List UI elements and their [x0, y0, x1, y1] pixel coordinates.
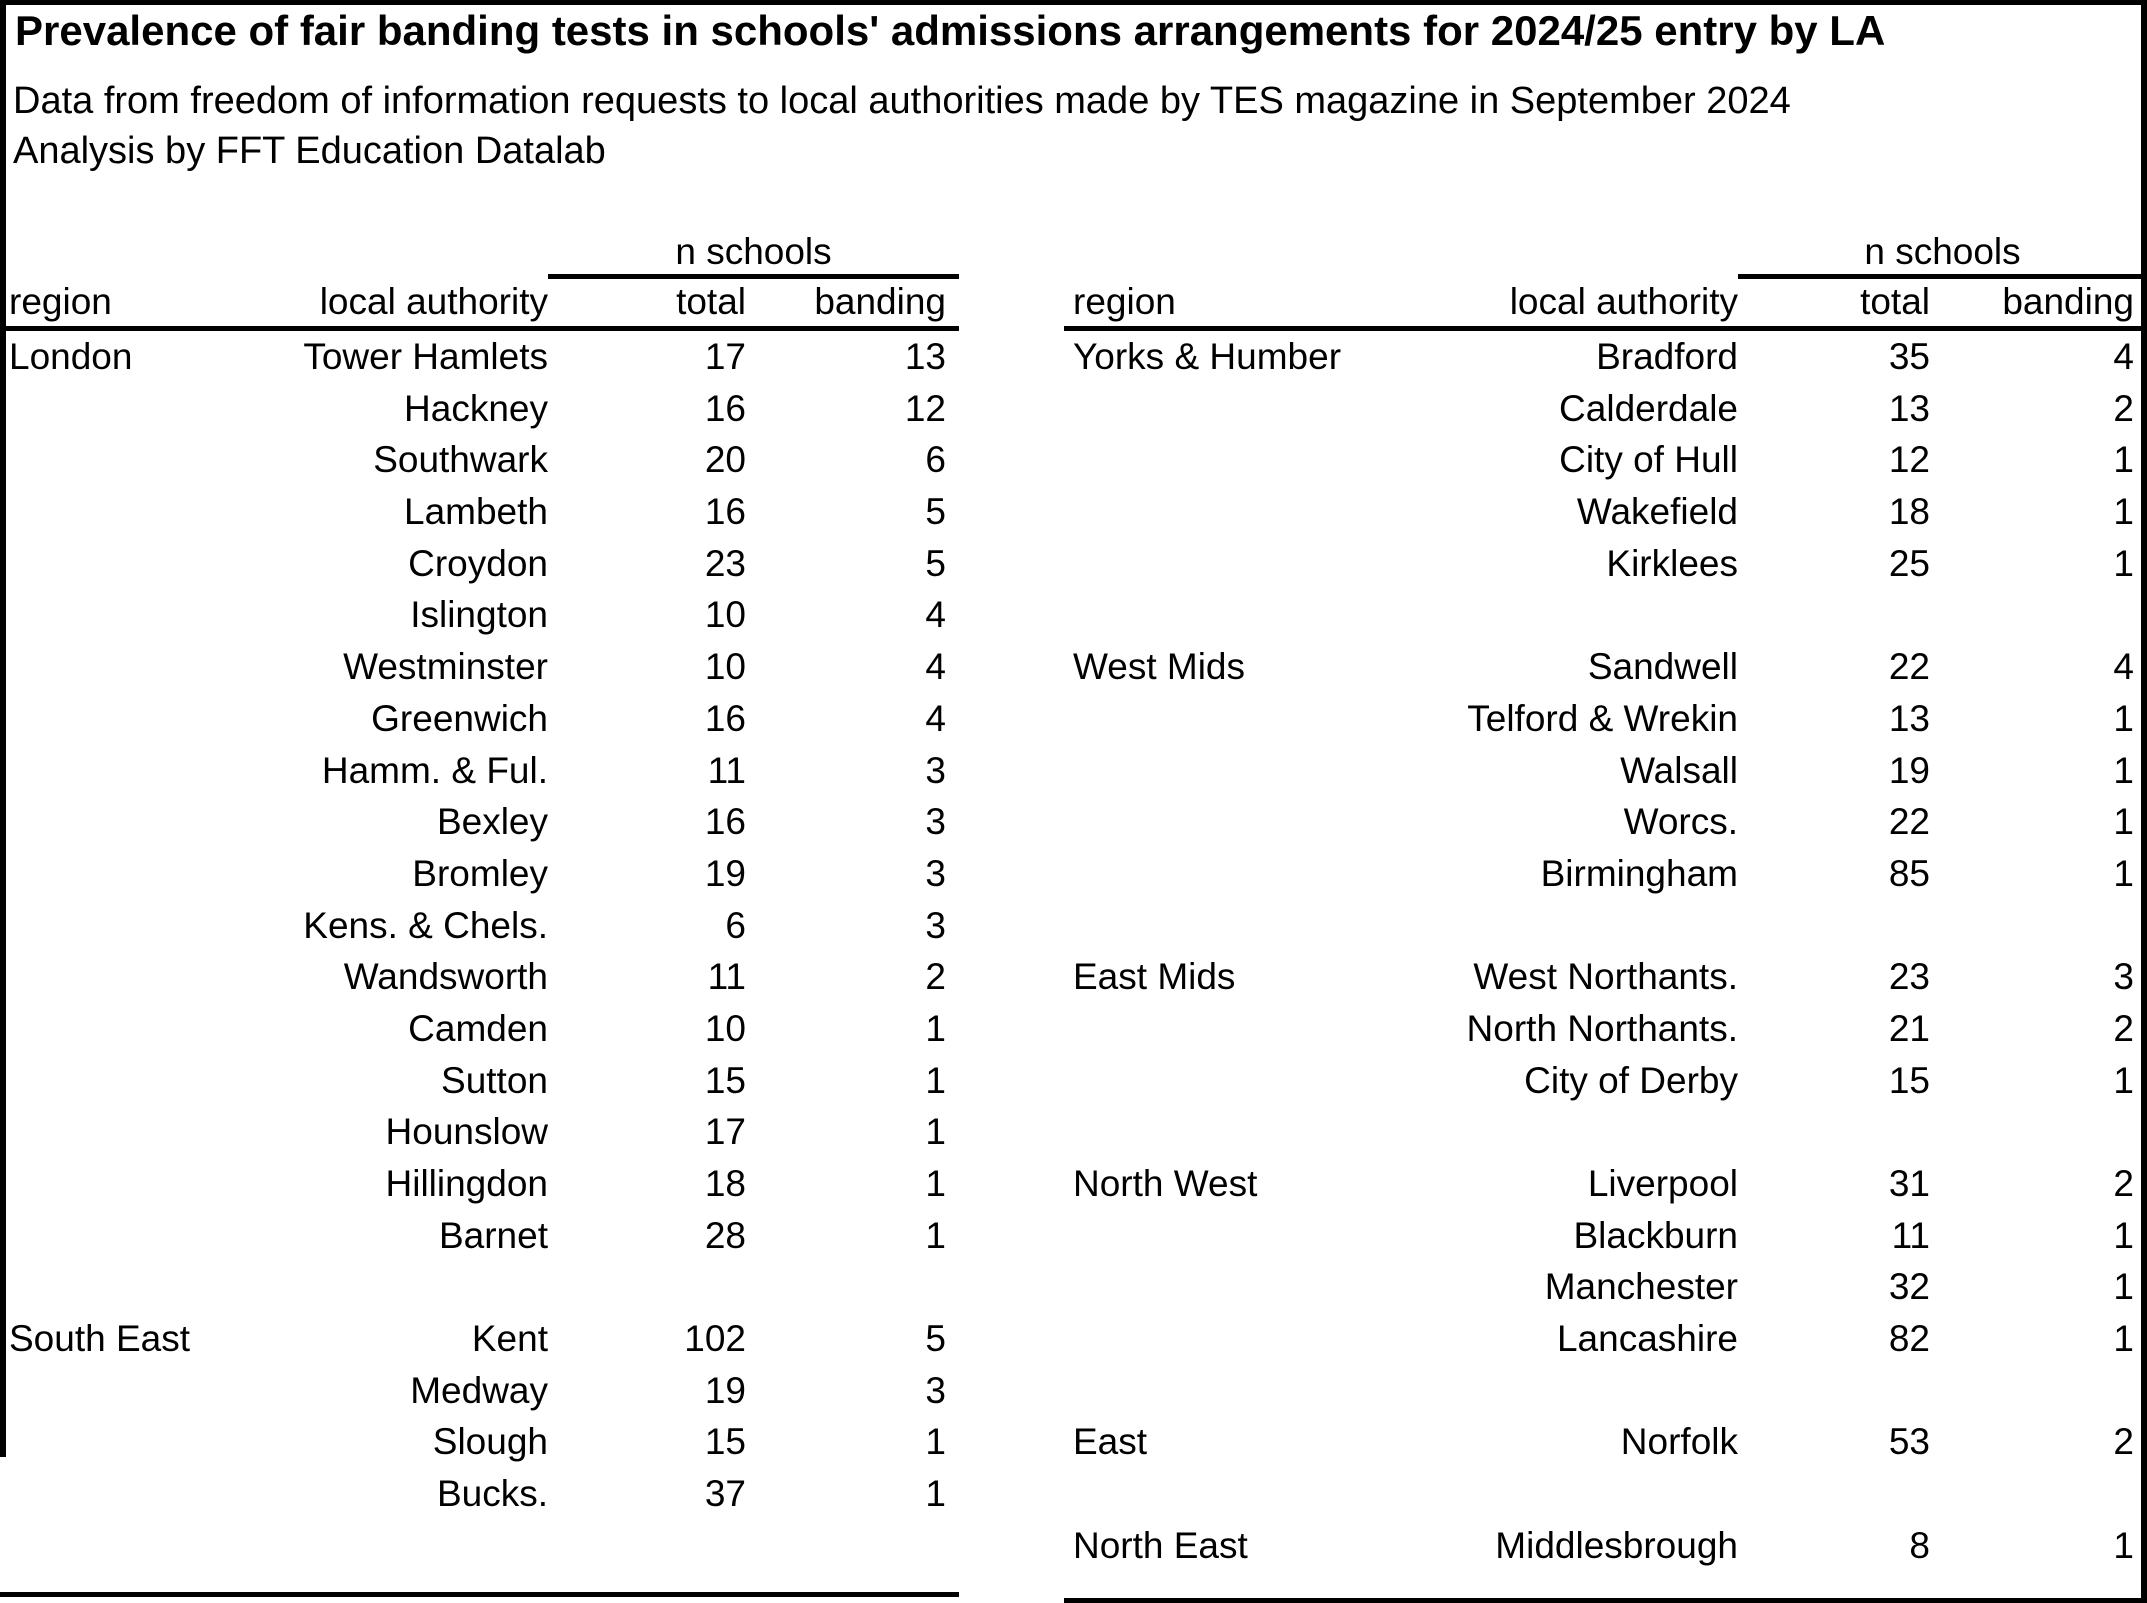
- table-right: [1064, 228, 2147, 1603]
- cell-total: 21: [1888, 1007, 1930, 1049]
- cell-banding: 1: [925, 1473, 946, 1515]
- cell-total: 25: [1888, 542, 1930, 584]
- cell-banding: [753, 1261, 959, 1313]
- cell-total: 13: [1888, 697, 1930, 739]
- cell-local-authority: Birmingham: [1540, 852, 1738, 894]
- cell-region: [1064, 1365, 1390, 1417]
- table-row: [1064, 589, 2147, 641]
- cell-region: [0, 1468, 225, 1520]
- cell-region: North West: [1073, 1163, 1258, 1204]
- cell-region: [0, 434, 225, 486]
- col-header-total: total: [1860, 281, 1930, 322]
- table-row: [1064, 1106, 2147, 1158]
- table-row: [1064, 331, 2147, 383]
- cell-region: West Mids: [1073, 646, 1246, 688]
- cell-banding: 3: [925, 852, 946, 894]
- cell-total: 8: [1909, 1524, 1930, 1566]
- col-header-banding: banding: [814, 281, 946, 322]
- cell-total: 53: [1888, 1421, 1930, 1463]
- cell-region: [1064, 900, 1390, 952]
- cell-total: 85: [1888, 852, 1930, 894]
- cell-region: East: [1073, 1421, 1148, 1463]
- cell-local-authority: [1390, 1468, 1738, 1520]
- cell-total: 10: [704, 646, 746, 688]
- cell-banding: 2: [2113, 1163, 2134, 1204]
- cell-total: 16: [704, 697, 746, 739]
- cell-local-authority: Sandwell: [1587, 646, 1738, 688]
- cell-banding: 1: [2113, 1266, 2134, 1308]
- cell-region: [0, 1003, 225, 1055]
- cell-region: [1064, 434, 1390, 486]
- cell-banding: [1937, 1468, 2147, 1520]
- cell-local-authority: Bradford: [1596, 336, 1738, 377]
- cell-banding: 3: [925, 1369, 946, 1411]
- cell-region: [1064, 1055, 1390, 1107]
- cell-local-authority: Kirklees: [1606, 542, 1738, 584]
- table-row: [1064, 1210, 2147, 1262]
- cell-banding: 5: [925, 1318, 946, 1360]
- cell-region: [0, 1365, 225, 1417]
- cell-banding: 3: [925, 801, 946, 843]
- table-left: [0, 228, 959, 1597]
- cell-banding: [1937, 1365, 2147, 1417]
- table-row: [1064, 848, 2147, 900]
- cell-region: [0, 1210, 225, 1262]
- cell-total: 32: [1888, 1266, 1930, 1308]
- cell-total: 16: [704, 801, 746, 843]
- table-row: [0, 951, 959, 1003]
- cell-region: [0, 1106, 225, 1158]
- cell-region: [0, 1055, 225, 1107]
- cell-local-authority: Barnet: [438, 1214, 548, 1256]
- cell-total: 19: [704, 1369, 746, 1411]
- cell-total: 11: [707, 749, 746, 791]
- cell-total: 10: [704, 1007, 746, 1049]
- cell-local-authority: [1390, 589, 1738, 641]
- cell-local-authority: City of Hull: [1559, 439, 1738, 481]
- cell-region: [1064, 538, 1390, 590]
- cell-banding: 1: [2113, 749, 2134, 791]
- table-row: [1064, 1313, 2147, 1365]
- table-row: [1064, 745, 2147, 797]
- cell-local-authority: Wandsworth: [343, 956, 548, 998]
- cell-banding: 3: [925, 749, 946, 791]
- table-row: [1064, 951, 2147, 1003]
- cell-banding: 3: [925, 904, 946, 946]
- cell-total: [1738, 1106, 1937, 1158]
- cell-local-authority: Lancashire: [1556, 1318, 1738, 1360]
- cell-region: [0, 693, 225, 745]
- cell-local-authority: Telford & Wrekin: [1467, 697, 1738, 739]
- cell-total: 18: [704, 1163, 746, 1204]
- cell-total: 18: [1888, 491, 1930, 533]
- cell-region: North East: [1073, 1524, 1248, 1566]
- cell-banding: 3: [2113, 956, 2134, 998]
- cell-total: 15: [704, 1421, 746, 1463]
- cell-local-authority: Norfolk: [1620, 1421, 1738, 1463]
- cell-banding: 4: [925, 697, 946, 739]
- cell-local-authority: Wakefield: [1576, 491, 1738, 533]
- table-body-left: [0, 331, 959, 1520]
- table-row: [1064, 434, 2147, 486]
- cell-local-authority: North Northants.: [1466, 1007, 1738, 1049]
- cell-total: 31: [1888, 1163, 1930, 1204]
- cell-local-authority: Walsall: [1620, 749, 1738, 791]
- cell-banding: 1: [2113, 697, 2134, 739]
- cell-local-authority: [1390, 1365, 1738, 1417]
- table-row: [0, 900, 959, 952]
- cell-region: [0, 1416, 225, 1468]
- cell-banding: 1: [2113, 1214, 2134, 1256]
- cell-local-authority: Hamm. & Ful.: [321, 749, 548, 791]
- table-row: [1064, 796, 2147, 848]
- cell-region: [1064, 1210, 1390, 1262]
- header-row-left: [0, 279, 959, 331]
- cell-banding: [1937, 1106, 2147, 1158]
- table-row: [0, 796, 959, 848]
- cell-banding: 6: [925, 439, 946, 481]
- cell-total: 6: [725, 904, 746, 946]
- cell-total: 10: [704, 594, 746, 636]
- cell-region: [1064, 796, 1390, 848]
- cell-region: [1064, 1313, 1390, 1365]
- cell-region: [1064, 383, 1390, 435]
- cell-total: 15: [704, 1059, 746, 1101]
- cell-banding: 1: [925, 1059, 946, 1101]
- cell-local-authority: Camden: [408, 1007, 548, 1049]
- cell-region: [1064, 1003, 1390, 1055]
- cell-local-authority: Lambeth: [404, 491, 548, 533]
- col-header-banding: banding: [2002, 281, 2134, 322]
- cell-region: [0, 641, 225, 693]
- cell-local-authority: Slough: [432, 1421, 548, 1463]
- table-row: [0, 641, 959, 693]
- cell-total: 23: [704, 542, 746, 584]
- n-schools-label: n schools: [675, 231, 832, 272]
- cell-local-authority: Greenwich: [371, 697, 548, 739]
- table-row: [0, 693, 959, 745]
- cell-local-authority: [1390, 1106, 1738, 1158]
- table-row: [1064, 486, 2147, 538]
- cell-total: 12: [1888, 439, 1930, 481]
- cell-region: Yorks & Humber: [1073, 336, 1342, 377]
- col-header-region: region: [9, 281, 112, 322]
- col-header-region: region: [1073, 281, 1176, 322]
- cell-region: [1064, 693, 1390, 745]
- table-row: [1064, 693, 2147, 745]
- cell-banding: 4: [2113, 646, 2134, 688]
- cell-region: [0, 1158, 225, 1210]
- table-row: [1064, 1158, 2147, 1210]
- cell-total: 35: [1888, 336, 1930, 377]
- column-group-row-left: [0, 228, 959, 279]
- table-row: [0, 1365, 959, 1417]
- column-group-row-right: [1064, 228, 2147, 279]
- cell-region: [1064, 589, 1390, 641]
- table-row: [0, 1416, 959, 1468]
- cell-banding: 1: [925, 1163, 946, 1204]
- cell-local-authority: Calderdale: [1559, 387, 1738, 429]
- cell-banding: 1: [925, 1111, 946, 1153]
- table-row: [1064, 1055, 2147, 1107]
- table-row: [0, 589, 959, 641]
- cell-total: 28: [704, 1214, 746, 1256]
- cell-total: [1738, 900, 1937, 952]
- cell-total: [1738, 1468, 1937, 1520]
- cell-banding: [1937, 589, 2147, 641]
- cell-region: [1064, 1468, 1390, 1520]
- cell-total: [1738, 1365, 1937, 1417]
- cell-total: 19: [1888, 749, 1930, 791]
- cell-total: [548, 1261, 753, 1313]
- cell-local-authority: Southwark: [373, 439, 548, 481]
- cell-region: [0, 848, 225, 900]
- table-row: [1064, 538, 2147, 590]
- cell-banding: 4: [925, 646, 946, 688]
- cell-total: 17: [704, 1111, 746, 1153]
- cell-banding: 1: [2113, 1059, 2134, 1101]
- cell-local-authority: Bromley: [412, 852, 548, 894]
- table-row: [0, 1210, 959, 1262]
- cell-local-authority: Worcs.: [1623, 801, 1738, 843]
- table-row: [0, 331, 959, 383]
- cell-banding: 1: [2113, 542, 2134, 584]
- cell-local-authority: Westminster: [343, 646, 548, 688]
- cell-local-authority: Kent: [471, 1318, 548, 1360]
- table-row: [0, 486, 959, 538]
- n-schools-label: n schools: [1864, 231, 2021, 272]
- table-row: [1064, 1468, 2147, 1520]
- cell-banding: 2: [2113, 1421, 2134, 1463]
- cell-local-authority: Liverpool: [1587, 1163, 1738, 1204]
- cell-total: 15: [1888, 1059, 1930, 1101]
- cell-local-authority: Islington: [410, 594, 548, 636]
- cell-total: 23: [1888, 956, 1930, 998]
- table-row: [0, 1261, 959, 1313]
- cell-banding: 4: [925, 594, 946, 636]
- cell-local-authority: Tower Hamlets: [303, 336, 548, 377]
- table-row: [0, 1106, 959, 1158]
- cell-local-authority: Bexley: [436, 801, 548, 843]
- cell-total: 13: [1888, 387, 1930, 429]
- cell-local-authority: [225, 1261, 548, 1313]
- cell-region: [1064, 1106, 1390, 1158]
- table-row: [1064, 383, 2147, 435]
- table-row: [1064, 1416, 2147, 1468]
- chart-credit: Analysis by FFT Education Datalab: [13, 130, 606, 172]
- table-row: [1064, 1261, 2147, 1313]
- cell-banding: 12: [904, 387, 946, 429]
- cell-total: [1738, 589, 1937, 641]
- cell-total: 37: [704, 1473, 746, 1515]
- cell-local-authority: Manchester: [1544, 1266, 1738, 1308]
- table-row: [1064, 900, 2147, 952]
- cell-region: [1064, 745, 1390, 797]
- cell-region: [1064, 486, 1390, 538]
- cell-banding: 5: [925, 542, 946, 584]
- cell-banding: 1: [2113, 801, 2134, 843]
- cell-banding: 1: [2113, 491, 2134, 533]
- cell-region: South East: [9, 1318, 191, 1360]
- table-row: [0, 745, 959, 797]
- cell-local-authority: Hounslow: [385, 1111, 548, 1153]
- cell-local-authority: Hackney: [404, 387, 548, 429]
- table-row: [0, 1468, 959, 1520]
- table-row: [0, 538, 959, 590]
- cell-region: [0, 486, 225, 538]
- chart-subtitle: Data from freedom of information requests to local authorities made by TES magazine in September 2024: [13, 80, 1791, 122]
- col-header-local-authority: local authority: [1509, 281, 1738, 322]
- cell-local-authority: Middlesbrough: [1495, 1524, 1738, 1566]
- n-schools-group-header: [548, 228, 959, 279]
- cell-region: [0, 900, 225, 952]
- cell-banding: 1: [2113, 1524, 2134, 1566]
- cell-region: [1064, 848, 1390, 900]
- table-row: [1064, 1520, 2147, 1572]
- cell-total: 16: [704, 491, 746, 533]
- table-row: [1064, 641, 2147, 693]
- cell-region: [0, 796, 225, 848]
- cell-total: 11: [1891, 1214, 1930, 1256]
- table-row: [0, 1158, 959, 1210]
- cell-local-authority: West Northants.: [1473, 956, 1738, 998]
- cell-banding: 2: [2113, 1007, 2134, 1049]
- cell-total: 22: [1888, 646, 1930, 688]
- cell-total: 17: [704, 336, 746, 377]
- cell-region: [0, 745, 225, 797]
- cell-local-authority: Hillingdon: [385, 1163, 548, 1204]
- cell-banding: 1: [925, 1007, 946, 1049]
- cell-local-authority: Kens. & Chels.: [303, 904, 548, 946]
- chart-title: Prevalence of fair banding tests in schools' admissions arrangements for 2024/25 entry by LA: [15, 7, 1886, 54]
- cell-banding: 5: [925, 491, 946, 533]
- table-row: [0, 848, 959, 900]
- cell-local-authority: City of Derby: [1524, 1059, 1738, 1101]
- table-row: [0, 383, 959, 435]
- cell-region: [0, 1261, 225, 1313]
- cell-banding: 4: [2113, 336, 2134, 377]
- cell-total: 22: [1888, 801, 1930, 843]
- cell-total: 20: [704, 439, 746, 481]
- cell-region: [0, 383, 225, 435]
- cell-local-authority: Croydon: [408, 542, 548, 584]
- table-row: [0, 1055, 959, 1107]
- cell-region: [0, 951, 225, 1003]
- cell-total: 16: [704, 387, 746, 429]
- cell-region: East Mids: [1073, 956, 1236, 998]
- cell-local-authority: Medway: [410, 1369, 548, 1411]
- cell-banding: 2: [925, 956, 946, 998]
- cell-region: [0, 589, 225, 641]
- n-schools-group-header: [1738, 228, 2147, 279]
- cell-total: 102: [684, 1318, 746, 1360]
- cell-local-authority: Sutton: [441, 1059, 548, 1101]
- cell-banding: 1: [925, 1214, 946, 1256]
- cell-region: London: [9, 336, 133, 377]
- table-row: [0, 1313, 959, 1365]
- cell-total: 11: [707, 956, 746, 998]
- cell-local-authority: Bucks.: [436, 1473, 548, 1515]
- table-body-right: [1064, 331, 2147, 1572]
- table-row: [0, 434, 959, 486]
- col-header-total: total: [676, 281, 746, 322]
- col-header-local-authority: local authority: [319, 281, 548, 322]
- cell-banding: [1937, 900, 2147, 952]
- header-row-right: [1064, 279, 2147, 331]
- cell-banding: 1: [925, 1421, 946, 1463]
- cell-total: 19: [704, 852, 746, 894]
- cell-banding: 2: [2113, 387, 2134, 429]
- table-row: [1064, 1365, 2147, 1417]
- cell-region: [0, 538, 225, 590]
- cell-local-authority: Blackburn: [1573, 1214, 1738, 1256]
- cell-total: 82: [1888, 1318, 1930, 1360]
- cell-banding: 1: [2113, 852, 2134, 894]
- table-row: [1064, 1003, 2147, 1055]
- table-row: [0, 1003, 959, 1055]
- cell-banding: 13: [904, 336, 946, 377]
- cell-banding: 1: [2113, 1318, 2134, 1360]
- cell-banding: 1: [2113, 439, 2134, 481]
- cell-local-authority: [1390, 900, 1738, 952]
- cell-region: [1064, 1261, 1390, 1313]
